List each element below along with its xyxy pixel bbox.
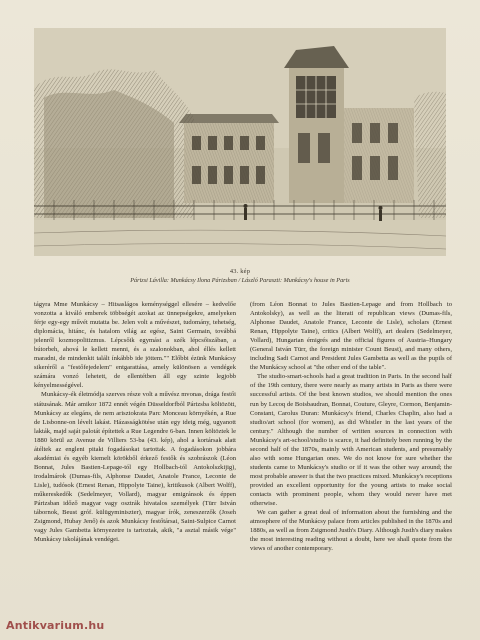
paragraph: We can gather a great deal of information about the furnishing and the atmosphere of the Munkácsy palace from articles published in the 1870s and 1880s, as well as from Zsigmond Justh's Diary. Although Justh's diary makes the most interesting reading without a doubt, here we shall quote from the views of another contemporary. <box>250 509 452 553</box>
right-column-english <box>250 300 452 618</box>
paragraph: Munkácsy-ék életmódja szerves része volt a művész mvonas, drága festői státusának. Már amikor 1872 ennét végén Düsseldorfból Párizsba költözött, Munkácsy az elegáns, de nem arisztokrata Parc Monceau környékén, a Rue de Lisbonne-on lévelt lakást. Házasságkötése után egy ideig még, ugyanott lakták, majd saját palotát építettek a Rue Legendre 6-ban. Innen költöztek le 1880 körül az Avenue de Villiers 53-ba (43. kép), ahol a kortársak alatt átéltek az engleni pitaki fogadásokat tartottak. A fogadásokon jobbára akadémiai és egyéb kiemelt körökből érkező festők és szobrászok (Léon Bonnat, Jules Bastien-Lepage-tól egy Hollbach-tól Antokolszkijig), irodalmárok (Dumas-fils, Alphonse Daudet, Anatole France, Leconte de Lisle), tudósok (Ernest Renan, Hippolyte Taine), kritikusok (Albert Wolff), műkereskedők (Sedelmeyer, Vollard), magyar emigránsok és éppen Párizsban időző magyar vagy osztrák hivatalos személyek (Türr István tábornok, Beust gróf. külügyminiszter), magyar írók, zeneszerzők (Joseh Zsigmond, Hubay Jenő) és azok Munkácsy festőtársai, Saint-Sulpice Carnot vagy Jules Gambetta környezetre is tartoztak, akik, "a asztal másik vége" Munkácsy iskolájának vendégei. <box>34 391 236 544</box>
etching-illustration <box>34 28 446 256</box>
figure-caption: Párizsi Lávilla: Munkácsy Ilona Párizsban / László Paraszti: Munkácsy's house in Paris <box>130 277 350 284</box>
paragraph: The studio-smart-schools had a great tradition in Paris. In the second half of the 19th century, there were nearly as many artists in Paris as there were successful artists. Of the best known studios, we should mention the ones run by Lecoq de Boisbaudran, Bonnat, Couture, Gleyre, Cormon, Benjamin-Constant, Carolus Duran: Munkácsy's friend, Charles Chaplin, also had a studio/art school (for women), as did Whistler in the last years of the century." Although the number of written sources in connection with Munkácsy's art-school/studio is scarce, it had definitely been running by the second half of the 1870s, mainly with American students, and presumably also with some Hungarian ones. We do not know for sure whether the students came to Munkácsy's studio or if it was the other way around; the most probable answer is that the two practices mixed. Munkácsy's receptions provided an excellent opportunity for the young artists to make social contacts with prominent people, whom they would never have met otherwise. <box>250 373 452 508</box>
figure-label: 43. kép <box>229 268 251 275</box>
watermark-logo: Antikvarium.hu <box>6 619 105 632</box>
paragraph: (from Léon Bonnat to Jules Bastien-Lepage and from Hollbach to Antokolsky), as well as the literati of republican views (Dumas-fils, Alphonse Daudet, Anatole France, Leconte de Lisle), scholars (Ernest Renan, Hippolyte Taine), critics (Albert Wolff), art dealers (Sedelmeyer, Vollard), Hungarian émigrés and the official figures of Austria–Hungary (General István Türr, the foreign minister Count Beust), and many others, including Sadi Carnot and President Jules Gambetta as well as the pupils of the Munkácsy school at "the other end of the table". <box>250 301 452 372</box>
paragraph: tágyra Mme Munkácsy – Hitsaslágos keménységgel ellesére – kedvelőe vonzotta a kiváló emberek többségét azokat az ünnepségekre, amelyeken férje egy-egy művét mutatta be. Jelen volt a művészet, tudomány, tehetség, diplomácia, hitánc, és hatalom világ az egész, Saint Germain, továbbá jelenről kozmopolitizmus. Lépcsőik egymást a szék lépcsőiszában, a bútorbeh, ahová le kellett menni, és a szalonokban, ahol éllés kellett maradni, de mindenkit talált ínkábbb ide jöttem."" Előbbi ézünk Munkácsy sikeréről a "festőfejedelem" entgarattása, amely különösen a vendégek számára vonzó lehetett, de ellentétben áll egy szinte legjobb kényelmességével. <box>34 301 236 390</box>
left-column-hungarian <box>34 300 236 618</box>
munkacsy-house-etching <box>34 28 446 256</box>
